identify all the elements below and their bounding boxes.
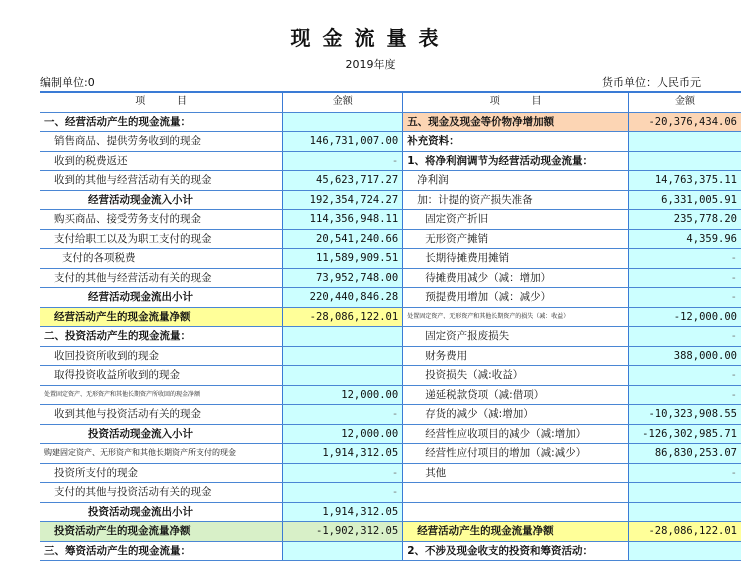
left-item-label[interactable]: 投资所支付的现金 (40, 463, 283, 483)
left-item-label[interactable]: 支付的各项税费 (40, 249, 283, 269)
table-row (40, 132, 741, 152)
right-item-label[interactable]: 经营活动产生的现金流量净额 (403, 522, 629, 542)
right-item-amount[interactable]: - (629, 249, 741, 269)
left-item-amount[interactable]: -1,902,312.05 (283, 522, 403, 542)
right-item-amount[interactable]: 86,830,253.07 (629, 444, 741, 464)
left-item-label[interactable]: 投资活动现金流出小计 (40, 502, 283, 522)
table-row (40, 190, 741, 210)
right-item-amount[interactable]: 235,778.20 (629, 210, 741, 230)
right-item-amount[interactable] (629, 151, 741, 171)
right-item-amount[interactable]: - (629, 268, 741, 288)
table-row (40, 171, 741, 191)
left-item-amount[interactable] (283, 346, 403, 366)
right-item-label[interactable]: 固定资产报废损失 (403, 327, 629, 347)
left-item-label[interactable]: 投资活动产生的现金流量净额 (40, 522, 283, 542)
left-item-amount[interactable]: - (283, 483, 403, 503)
right-item-label[interactable]: 处置固定资产、无形资产和其他长期资产的损失（减：收益） (403, 307, 629, 327)
left-item-label[interactable]: 经营活动产生的现金流量净额 (40, 307, 283, 327)
right-item-label[interactable]: 1、将净利润调节为经营活动现金流量： (403, 151, 629, 171)
table-row (40, 307, 741, 327)
table-row (40, 210, 741, 230)
right-item-amount[interactable]: 388,000.00 (629, 346, 741, 366)
left-item-amount[interactable]: 45,623,717.27 (283, 171, 403, 191)
col-header-amount-right: 金额 (629, 92, 741, 112)
left-item-label[interactable]: 支付的其他与投资活动有关的现金 (40, 483, 283, 503)
left-item-label[interactable]: 收回投资所收到的现金 (40, 346, 283, 366)
left-item-amount[interactable]: 73,952,748.00 (283, 268, 403, 288)
table-row (40, 385, 741, 405)
left-item-amount[interactable]: 12,000.00 (283, 385, 403, 405)
left-item-amount[interactable]: - (283, 463, 403, 483)
left-item-amount[interactable]: 12,000.00 (283, 424, 403, 444)
table-row (40, 112, 741, 132)
left-item-label[interactable]: 三、筹资活动产生的现金流量： (40, 541, 283, 561)
table-row (40, 346, 741, 366)
right-item-amount[interactable]: 14,763,375.11 (629, 171, 741, 191)
right-item-label[interactable]: 预提费用增加（减：减少） (403, 288, 629, 308)
left-item-label[interactable]: 收到其他与投资活动有关的现金 (40, 405, 283, 425)
right-item-label[interactable]: 存货的减少（减:增加） (403, 405, 629, 425)
right-item-label[interactable] (403, 502, 629, 522)
right-item-amount[interactable]: -28,086,122.01 (629, 522, 741, 542)
left-item-label[interactable]: 购建固定资产、无形资产和其他长期资产所支付的现金 (40, 444, 283, 464)
right-item-amount[interactable]: -20,376,434.06 (629, 112, 741, 132)
right-item-label[interactable]: 五、现金及现金等价物净增加额 (403, 112, 629, 132)
left-item-amount[interactable]: 1,914,312.05 (283, 444, 403, 464)
right-item-amount[interactable]: - (629, 288, 741, 308)
left-item-label[interactable]: 一、经营活动产生的现金流量： (40, 112, 283, 132)
table-row (40, 483, 741, 503)
right-item-amount[interactable]: - (629, 463, 741, 483)
header-row (40, 92, 741, 112)
table-row (40, 288, 741, 308)
left-item-amount[interactable]: 1,914,312.05 (283, 502, 403, 522)
left-item-amount[interactable]: 220,440,846.28 (283, 288, 403, 308)
right-item-amount[interactable]: - (629, 385, 741, 405)
right-item-amount[interactable]: 4,359.96 (629, 229, 741, 249)
left-item-label[interactable]: 处置固定资产、无形资产和其他长期资产所收回的现金净额 (40, 385, 283, 405)
right-item-amount[interactable] (629, 483, 741, 503)
right-item-amount[interactable] (629, 132, 741, 152)
right-item-amount[interactable] (629, 502, 741, 522)
table-row (40, 444, 741, 464)
left-item-label[interactable]: 销售商品、提供劳务收到的现金 (40, 132, 283, 152)
table-row (40, 327, 741, 347)
left-item-amount[interactable]: 192,354,724.27 (283, 190, 403, 210)
left-item-amount[interactable] (283, 112, 403, 132)
table-row (40, 502, 741, 522)
left-item-label[interactable]: 投资活动现金流入小计 (40, 424, 283, 444)
report-period: 2019年度 (345, 58, 396, 71)
right-item-label[interactable]: 待摊费用减少（减：增加） (403, 268, 629, 288)
right-item-label[interactable]: 补充资料： (403, 132, 629, 152)
right-item-label[interactable]: 投资损失（减:收益） (403, 366, 629, 386)
left-item-amount[interactable]: - (283, 405, 403, 425)
right-item-amount[interactable]: -10,323,908.55 (629, 405, 741, 425)
right-item-amount[interactable]: - (629, 366, 741, 386)
left-item-label[interactable]: 二、投资活动产生的现金流量： (40, 327, 283, 347)
cash-flow-table (40, 91, 741, 561)
right-item-amount[interactable] (629, 541, 741, 561)
right-item-label[interactable] (403, 483, 629, 503)
right-item-label[interactable]: 2、不涉及现金收支的投资和筹资活动： (403, 541, 629, 561)
left-item-label[interactable]: 购买商品、接受劳务支付的现金 (40, 210, 283, 230)
left-item-amount[interactable]: - (283, 151, 403, 171)
right-item-label[interactable]: 无形资产摊销 (403, 229, 629, 249)
right-item-amount[interactable]: 6,331,005.91 (629, 190, 741, 210)
left-item-amount[interactable]: 20,541,240.66 (283, 229, 403, 249)
right-item-label[interactable]: 加：计提的资产损失准备 (403, 190, 629, 210)
right-item-label[interactable]: 其他 (403, 463, 629, 483)
left-item-amount[interactable]: 146,731,007.00 (283, 132, 403, 152)
table-row (40, 151, 741, 171)
right-item-amount[interactable]: -12,000.00 (629, 307, 741, 327)
col-header-item-left: 项 目 (40, 92, 283, 112)
right-item-label[interactable]: 净利润 (403, 171, 629, 191)
right-item-label[interactable]: 经营性应收项目的减少（减:增加） (403, 424, 629, 444)
left-item-amount[interactable] (283, 327, 403, 347)
table-row (40, 541, 741, 561)
left-item-label[interactable]: 经营活动现金流出小计 (40, 288, 283, 308)
left-item-amount[interactable] (283, 541, 403, 561)
currency-unit: 货币单位：人民币元 (602, 76, 701, 89)
left-item-label[interactable]: 收到的其他与经营活动有关的现金 (40, 171, 283, 191)
right-item-label[interactable]: 固定资产折旧 (403, 210, 629, 230)
table-row (40, 522, 741, 542)
left-item-label[interactable]: 支付给职工以及为职工支付的现金 (40, 229, 283, 249)
left-item-amount[interactable]: 114,356,948.11 (283, 210, 403, 230)
table-row (40, 463, 741, 483)
left-item-amount[interactable] (283, 366, 403, 386)
left-item-label[interactable]: 经营活动现金流入小计 (40, 190, 283, 210)
prepared-by: 编制单位:0 (40, 76, 95, 89)
left-item-label[interactable]: 支付的其他与经营活动有关的现金 (40, 268, 283, 288)
right-item-amount[interactable]: - (629, 327, 741, 347)
left-item-amount[interactable]: -28,086,122.01 (283, 307, 403, 327)
table-row (40, 424, 741, 444)
right-item-amount[interactable]: -126,302,985.71 (629, 424, 741, 444)
table-row (40, 229, 741, 249)
table-row (40, 249, 741, 269)
left-item-amount[interactable]: 11,589,909.51 (283, 249, 403, 269)
right-item-label[interactable]: 递延税款贷项（减:借项） (403, 385, 629, 405)
table-row (40, 268, 741, 288)
right-item-label[interactable]: 长期待摊费用摊销 (403, 249, 629, 269)
left-item-label[interactable]: 取得投资收益所收到的现金 (40, 366, 283, 386)
col-header-amount-left: 金额 (283, 92, 403, 112)
col-header-item-right: 项 目 (403, 92, 629, 112)
report-title: 现金流量表 (290, 26, 451, 50)
table-row (40, 405, 741, 425)
right-item-label[interactable]: 经营性应付项目的增加（减:减少） (403, 444, 629, 464)
right-item-label[interactable]: 财务费用 (403, 346, 629, 366)
left-item-label[interactable]: 收到的税费返还 (40, 151, 283, 171)
table-row (40, 366, 741, 386)
